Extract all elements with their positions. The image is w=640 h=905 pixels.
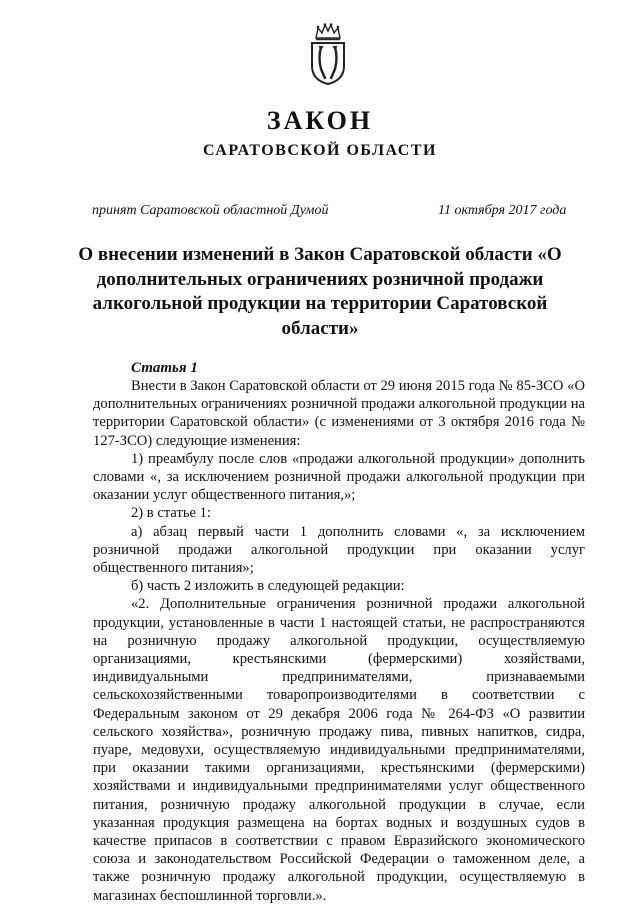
adoption-date: 11 октября 2017 года: [438, 203, 567, 218]
law-heading: О внесении изменений в Закон Саратовской области «О дополнительных ограничениях розничной продажи алкогольной продукции на территории Саратовской области»: [78, 244, 562, 339]
article-body: [93, 377, 585, 905]
paragraph: а) абзац первый части 1 дополнить словами «, за исключением розничной продажи алкогольной продукции при оказании услуг общественного питания»;: [93, 523, 585, 577]
paragraph: 1) преамбулу после слов «продажи алкогольной продукции» дополнить словами «, за исключением розничной продажи алкогольной продукции при оказании услуг общественного питания,»;: [93, 450, 585, 504]
paragraph: Внести в Закон Саратовской области от 29 июня 2015 года № 85-ЗСО «О дополнительных ограничениях розничной продажи алкогольной продукции на территории Саратовской области» (с изменениями от 3 октября 2016 года № 127-ЗСО) следующие изменения:: [93, 378, 585, 449]
saratov-coat-of-arms-emblem: [307, 22, 349, 86]
paragraph: «2. Дополнительные ограничения розничной продажи алкогольной продукции, установленные в части 1 настоящей статьи, не распространяются на розничную продажу алкогольной продукции, осуществляемую организациями, крестьянскими (фермерскими) хозяйствами, индивидуальными предпринимателями, признаваемыми сельскохозяйственными товаропроизводителями в соответствии с Федеральным законом от 29 декабря 2006 года № 264-ФЗ «О развитии сельского хозяйства», розничную продажу пива, пивных напитков, сидра, пуаре, медовухи, осуществляемую индивидуальными предпринимателями, при оказании такими организациями, крестьянскими (фермерскими) хозяйствами и индивидуальными предпринимателями услуг общественного питания, розничную продажу алкогольной продукции в случае, если указанная продукция размещена на бортах водных и воздушных судов в качестве припасов в соответствии с правом Евразийского экономического союза и законодательством Российской Федерации о таможенном деле, а также розничную продажу алкогольной продукции, осуществляемую в магазинах беспошлинной торговли.».: [93, 596, 585, 904]
paragraph: 2) в статье 1:: [131, 505, 211, 522]
adopted-by: принят Саратовской областной Думой: [92, 203, 329, 218]
article-title: Статья 1: [131, 360, 198, 376]
document-title: ЗАКОН: [266, 106, 374, 135]
paragraph: б) часть 2 изложить в следующей редакции:: [131, 578, 405, 595]
document-subtitle: САРАТОВСКОЙ ОБЛАСТИ: [203, 142, 437, 159]
